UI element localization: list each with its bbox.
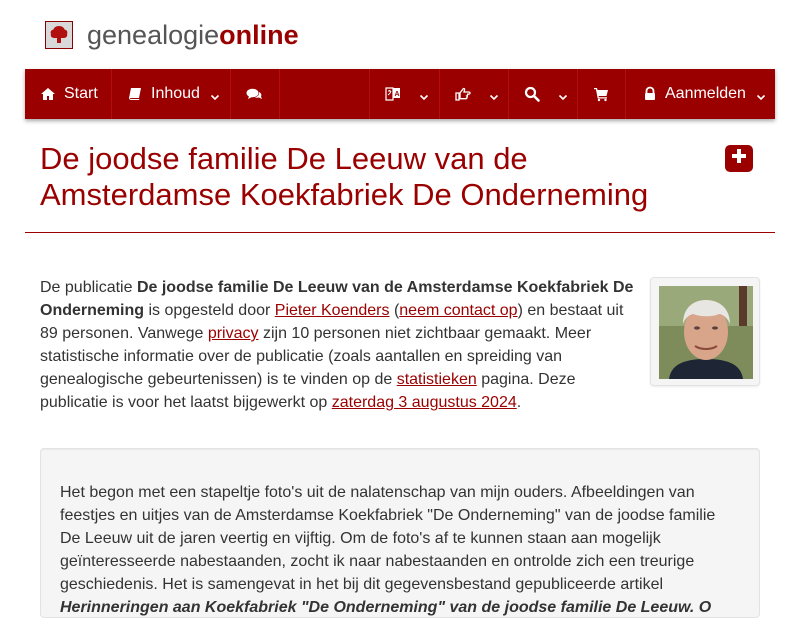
nav-forum[interactable] — [231, 69, 280, 119]
page-title: De joodse familie De Leeuw van de Amsterdamse Koekfabriek De Onderneming — [40, 141, 649, 212]
comments-icon — [246, 86, 262, 102]
nav-inhoud[interactable] — [112, 69, 231, 119]
author-portrait-image — [659, 286, 753, 379]
intro-text: De publicatie — [40, 279, 137, 296]
nav-login[interactable] — [626, 69, 775, 119]
language-icon — [385, 86, 401, 102]
svg-text:A: A — [394, 91, 400, 98]
nav-cart[interactable] — [578, 69, 626, 119]
cart-icon — [593, 86, 609, 102]
intro-text: pagina. Deze publicatie is voor het laatst bijgewerkt op — [40, 371, 576, 411]
intro-text: zijn 10 personen niet zichtbaar gemaakt. Meer statistische informatie over de publicatie (zoals aantallen en spreiding van genealogische gebeurtenissen) is te vinden op de — [40, 325, 592, 388]
contact-link[interactable]: neem contact op — [399, 302, 518, 319]
intro-text: ) en bestaat uit 89 personen. Vanwege — [40, 302, 624, 342]
search-icon — [524, 86, 540, 102]
plus-square-icon — [730, 147, 748, 170]
chevron-down-icon — [756, 89, 766, 99]
chevron-down-icon — [489, 89, 499, 99]
privacy-link[interactable]: privacy — [207, 325, 259, 342]
chevron-down-icon — [210, 89, 220, 99]
chevron-down-icon — [419, 89, 429, 99]
intro-text: ( — [389, 302, 400, 319]
publication-intro — [40, 276, 635, 414]
intro-text: . — [516, 394, 522, 411]
article-title: Herinneringen aan Koekfabriek "De Onderneming" van de joodse familie De Leeuw. O — [60, 599, 712, 616]
description-text: Het begon met een stapeltje foto's uit de nalatenschap van mijn ouders. Afbeeldingen van feestjes en uitjes van de Amsterdamse Koekfabriek "De Onderneming" van de joodse familie De Leeuw uit de jaren veertig en vijftig. Om de foto's af te kunnen staan aan mogelijk geïnteresseerde nabestaanden, zocht ik naar nabestaanden en ontrolde zich een treurige geschiedenis. Het is samengevat in het bij dit gegevensbestand gepubliceerde artikel — [60, 484, 716, 593]
book-icon — [127, 86, 143, 102]
add-button[interactable] — [725, 145, 753, 172]
author-photo[interactable] — [650, 277, 760, 386]
chevron-down-icon — [558, 89, 568, 99]
publication-name: De joodse familie De Leeuw van de Amsterdamse Koekfabriek De Onderneming — [40, 279, 634, 319]
main-navbar — [25, 69, 775, 119]
logo-text: genealogieonline — [87, 19, 299, 50]
nav-inhoud-label: Inhoud — [151, 85, 200, 102]
nav-login-label: Aanmelden — [665, 85, 746, 102]
nav-start[interactable] — [25, 69, 112, 119]
title-divider — [25, 232, 775, 233]
publication-description — [40, 448, 760, 618]
home-icon — [40, 86, 56, 102]
hand-pointer-icon — [455, 86, 471, 102]
nav-start-label: Start — [64, 85, 98, 102]
lock-icon — [642, 86, 658, 102]
last-updated-date-link[interactable]: zaterdag 3 augustus 2024 — [331, 394, 517, 411]
tree-icon — [45, 21, 73, 49]
author-link[interactable]: Pieter Koenders — [274, 302, 390, 319]
nav-recommend[interactable] — [440, 69, 509, 119]
intro-text: is opgesteld door — [144, 302, 275, 319]
site-logo[interactable] — [45, 18, 299, 52]
nav-language[interactable] — [370, 69, 440, 119]
statistics-link[interactable]: statistieken — [396, 371, 477, 388]
navbar-spacer — [280, 69, 370, 119]
nav-search[interactable] — [509, 69, 578, 119]
